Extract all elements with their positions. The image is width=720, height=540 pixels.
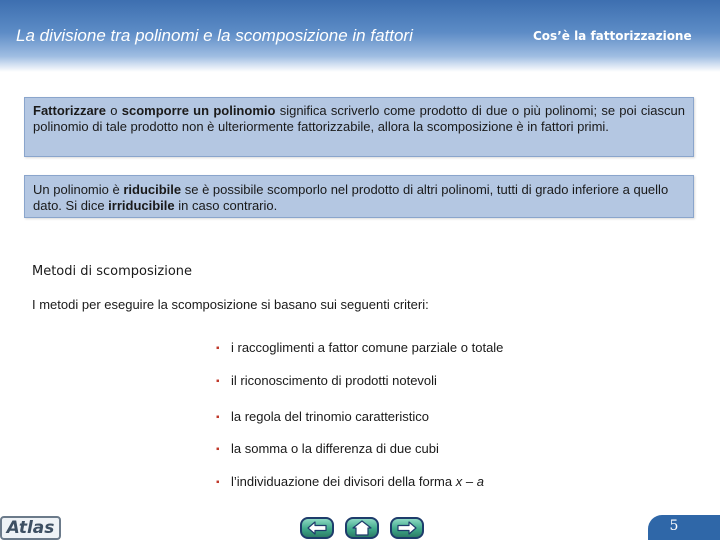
bullet-icon: ▪ xyxy=(216,412,220,423)
definition-box-reducible xyxy=(24,175,694,218)
list-item xyxy=(216,474,484,489)
methods-heading: Metodi di scomposizione xyxy=(32,264,193,279)
list-item xyxy=(216,373,437,388)
list-item xyxy=(216,441,439,456)
home-icon xyxy=(352,520,372,536)
bullet-icon: ▪ xyxy=(216,444,220,455)
term-scomporre: scomporre un polinomio xyxy=(121,103,276,118)
list-item-text: il riconoscimento di prodotti notevoli xyxy=(231,373,437,388)
next-button[interactable] xyxy=(390,517,424,539)
term-riducibile: riducibile xyxy=(123,182,182,197)
reducible-text-2: se è possibile scomporlo nel prodotto di altri polinomi, tutti di grado inferiore a quello dato. Si dice xyxy=(33,182,669,213)
list-item xyxy=(216,409,429,424)
definition-text: significa scriverlo come prodotto di due o più polinomi; se poi ciascun polinomio di tale prodotto non è ulteriormente fattorizzabile, allora la scomposizione è in fattori primi. xyxy=(33,103,685,134)
arrow-left-icon xyxy=(307,521,327,535)
page-number: 5 xyxy=(669,518,679,534)
reducible-text-3: in caso contrario. xyxy=(174,198,278,213)
arrow-right-icon xyxy=(397,521,417,535)
bullet-icon: ▪ xyxy=(216,376,220,387)
methods-intro: I metodi per eseguire la scomposizione si basano sui seguenti criteri: xyxy=(32,297,429,312)
definition-box-factorization xyxy=(24,97,694,157)
formula-text: x – a xyxy=(455,474,484,489)
term-irriducibile: irriducibile xyxy=(108,198,175,213)
slide-subtitle: Cos’è la fattorizzazione xyxy=(533,29,692,43)
bullet-icon: ▪ xyxy=(216,343,220,354)
home-button[interactable] xyxy=(345,517,379,539)
atlas-logo: Atlas xyxy=(0,516,61,540)
list-item-text: l’individuazione dei divisori della forma xyxy=(231,474,456,489)
connector-text: o xyxy=(105,103,122,118)
reducible-text-1: Un polinomio è xyxy=(33,182,124,197)
previous-button[interactable] xyxy=(300,517,334,539)
list-item-text: la somma o la differenza di due cubi xyxy=(231,441,439,456)
slide-title: La divisione tra polinomi e la scomposizione in fattori xyxy=(16,26,413,45)
list-item xyxy=(216,340,503,355)
list-item-text: la regola del trinomio caratteristico xyxy=(231,409,429,424)
bullet-icon: ▪ xyxy=(216,477,220,488)
list-item-text: i raccoglimenti a fattor comune parziale o totale xyxy=(231,340,504,355)
slide-header xyxy=(0,0,720,72)
term-fattorizzare: Fattorizzare xyxy=(33,103,106,118)
